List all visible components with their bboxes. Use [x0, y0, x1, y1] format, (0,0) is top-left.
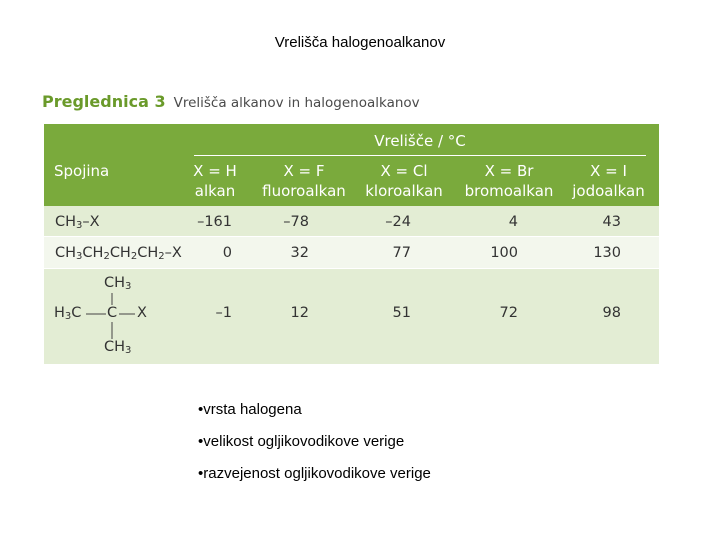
column-header-br: X = Br bromoalkan [464, 162, 554, 200]
bullet-list [198, 400, 431, 496]
value-cell: –78 [283, 214, 309, 230]
value-cell: –1 [215, 305, 232, 321]
compound-column-header: Spojina [54, 162, 110, 180]
structure-top-group: $CH_3$ [104, 275, 132, 292]
value-cell: 43 [602, 214, 621, 230]
value-cell: 77 [392, 245, 411, 261]
table-row [44, 269, 659, 364]
branched-structure [44, 269, 184, 364]
structure-left-group: $H_3C$ [54, 305, 82, 322]
value-cell: 32 [290, 245, 309, 261]
list-item: •razvejenost ogljikovodikove verige [198, 465, 431, 482]
table-caption [42, 92, 420, 111]
compound-formula: $CH_3CH_2CH_2CH_2-X$ [55, 245, 182, 262]
table-row [44, 206, 659, 237]
value-cell: 4 [508, 214, 518, 230]
slide-title: Vrelišča halogenoalkanov [274, 34, 446, 51]
value-cell: 0 [222, 245, 232, 261]
list-item: •vrsta halogena [198, 401, 302, 418]
caption-text: Vrelišča alkanov in halogenoalkanov [173, 95, 420, 111]
compound-formula: $CH_3-X$ [55, 214, 100, 231]
structure-right-group: X [137, 305, 147, 321]
value-cell: –161 [197, 214, 232, 230]
header-divider [194, 155, 646, 156]
list-item: •velikost ogljikovodikove verige [198, 433, 405, 450]
table-row [44, 237, 659, 269]
column-header-h: X = H alkan [193, 162, 237, 200]
value-cell: 98 [602, 305, 621, 321]
table-header [44, 124, 659, 206]
boiling-points-table [44, 124, 659, 364]
column-header-f: X = F fluoroalkan [262, 162, 346, 200]
structure-bonds [44, 269, 184, 364]
structure-center-atom: C [107, 305, 118, 321]
column-header-cl: X = Cl kloroalkan [365, 162, 443, 200]
value-cell: 130 [593, 245, 621, 261]
column-header-i: X = I jodoalkan [572, 162, 645, 200]
value-cell: 51 [392, 305, 411, 321]
value-cell: 72 [499, 305, 518, 321]
group-header: Vrelišče / °C [374, 132, 466, 150]
structure-bottom-group: $CH_3$ [104, 339, 132, 356]
caption-number: Preglednica 3 [42, 92, 166, 111]
value-cell: 12 [290, 305, 309, 321]
value-cell: –24 [385, 214, 411, 230]
value-cell: 100 [490, 245, 518, 261]
